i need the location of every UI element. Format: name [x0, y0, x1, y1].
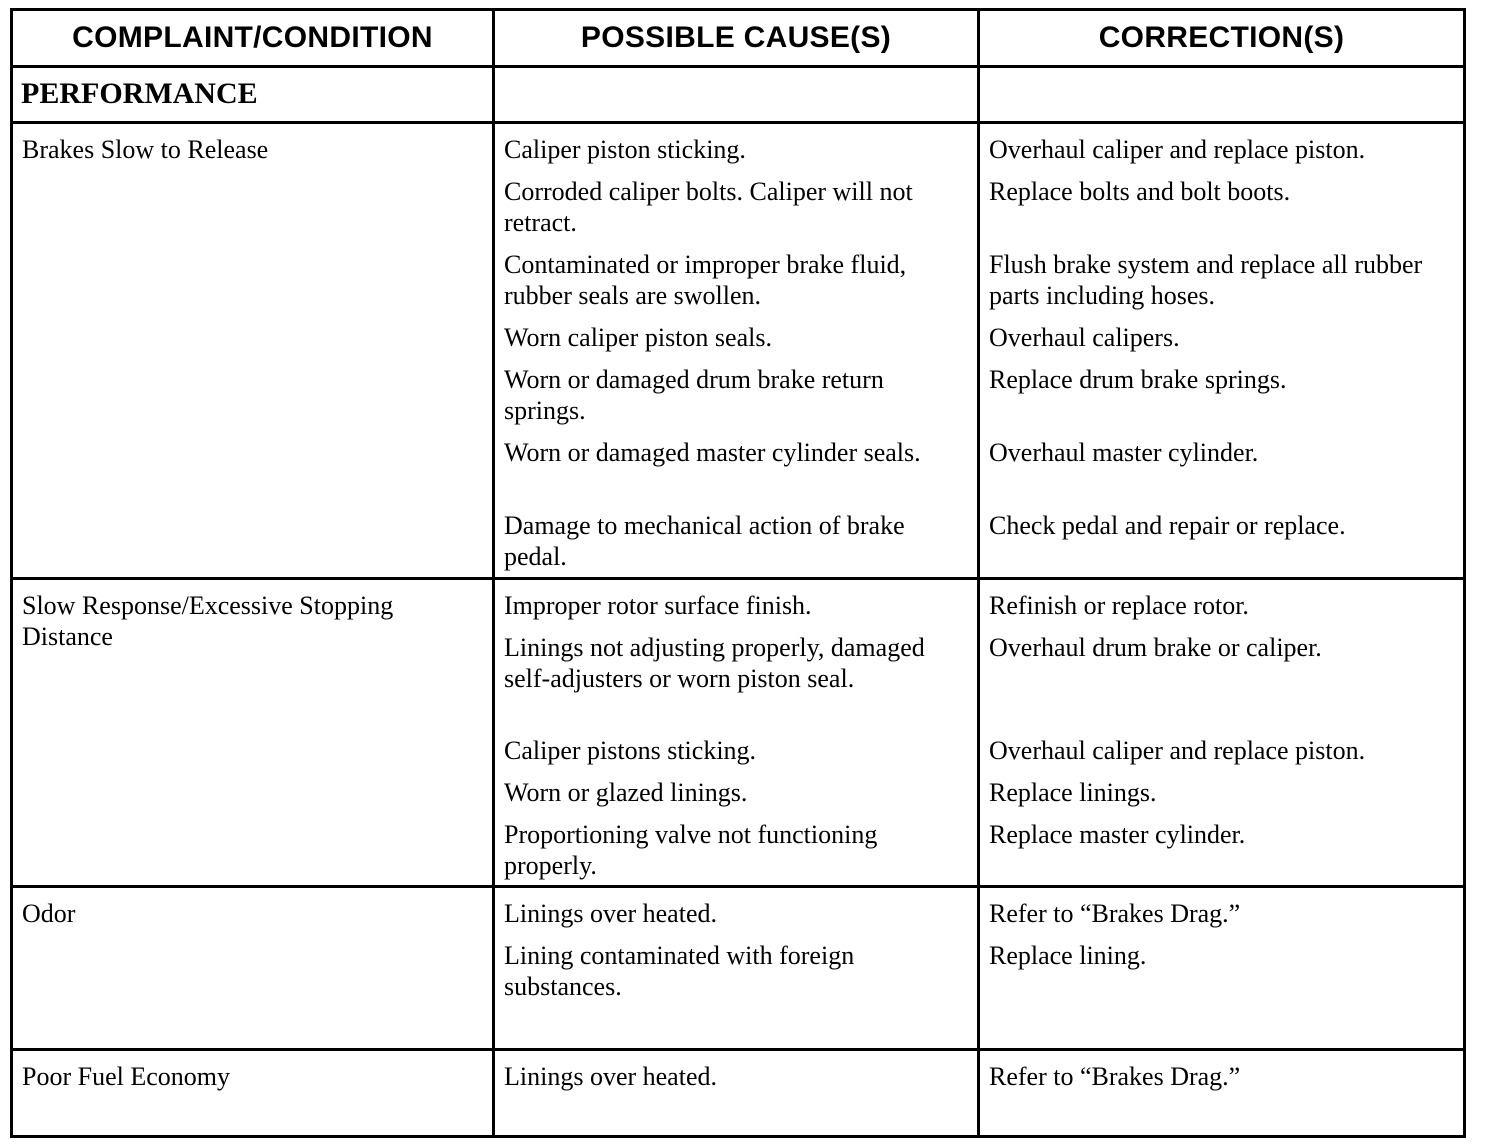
- cause-text: Linings over heated.: [504, 899, 717, 928]
- condition-cell: [13, 124, 495, 577]
- correction-text: Overhaul caliper and replace piston.: [989, 135, 1366, 164]
- header-cause: POSSIBLE CAUSE(S): [495, 11, 980, 65]
- correction-text: Flush brake system and replace all rubber parts including hoses.: [989, 250, 1423, 310]
- cause-text: Proportioning valve not functioning properly.: [504, 820, 878, 880]
- correction-text: Overhaul drum brake or caliper.: [989, 633, 1322, 662]
- cause-cell: [495, 580, 980, 885]
- cause-text: Worn or glazed linings.: [504, 778, 748, 807]
- correction-text: Check pedal and repair or replace.: [989, 511, 1346, 540]
- condition-text: Poor Fuel Economy: [22, 1062, 230, 1091]
- correction-cell: [980, 124, 1463, 577]
- condition-cell: [13, 888, 495, 1048]
- section-row: [13, 68, 1463, 124]
- correction-text: Replace master cylinder.: [989, 820, 1246, 849]
- cause-text: Lining contaminated with foreign substances.: [504, 941, 855, 1001]
- cause-cell: [495, 1051, 980, 1135]
- table-row: [13, 124, 1463, 580]
- correction-text: Refinish or replace rotor.: [989, 591, 1249, 620]
- condition-cell: [13, 580, 495, 885]
- correction-cell: [980, 1051, 1463, 1135]
- cause-text: Linings over heated.: [504, 1062, 717, 1091]
- condition-text: Odor: [22, 899, 76, 928]
- correction-text: Refer to “Brakes Drag.”: [989, 899, 1241, 928]
- cause-text: Contaminated or improper brake fluid, rubber seals are swollen.: [504, 250, 907, 310]
- correction-text: Replace drum brake springs.: [989, 365, 1287, 394]
- header-row: [13, 11, 1463, 68]
- cause-text: Damage to mechanical action of brake pedal.: [504, 511, 905, 571]
- condition-text: Slow Response/Excessive Stopping Distance: [22, 591, 394, 651]
- correction-text: Overhaul calipers.: [989, 323, 1180, 352]
- correction-text: Overhaul master cylinder.: [989, 438, 1259, 467]
- section-correction-empty: [980, 68, 1463, 121]
- table-row: [13, 1051, 1463, 1135]
- header-correction: CORRECTION(S): [1098, 21, 1345, 54]
- cause-text: Linings not adjusting properly, damaged self-adjusters or worn piston seal.: [504, 633, 925, 693]
- correction-text: Replace lining.: [989, 941, 1147, 970]
- cause-cell: [495, 124, 980, 577]
- cause-text: Caliper piston sticking.: [504, 135, 746, 164]
- correction-text: Overhaul caliper and replace piston.: [989, 736, 1366, 765]
- correction-cell: [980, 888, 1463, 1048]
- cause-text: Caliper pistons sticking.: [504, 736, 757, 765]
- correction-cell: [980, 580, 1463, 885]
- cause-text: Improper rotor surface finish.: [504, 591, 812, 620]
- section-title: PERFORMANCE: [13, 68, 495, 121]
- table-row: [13, 888, 1463, 1051]
- cause-cell: [495, 888, 980, 1048]
- correction-text: Replace linings.: [989, 778, 1157, 807]
- condition-cell: [13, 1051, 495, 1135]
- section-cause-empty: [495, 68, 980, 121]
- correction-text: Replace bolts and bolt boots.: [989, 177, 1291, 206]
- correction-text: Refer to “Brakes Drag.”: [989, 1062, 1241, 1091]
- table-row: [13, 580, 1463, 888]
- cause-text: Worn caliper piston seals.: [504, 323, 772, 352]
- header-condition: COMPLAINT/CONDITION: [13, 11, 495, 65]
- cause-text: Worn or damaged master cylinder seals.: [504, 438, 921, 467]
- condition-text: Brakes Slow to Release: [22, 135, 269, 164]
- cause-text: Corroded caliper bolts. Caliper will not retract.: [504, 177, 913, 237]
- troubleshooting-table: [10, 8, 1466, 1138]
- cause-text: Worn or damaged drum brake return springs.: [504, 365, 884, 425]
